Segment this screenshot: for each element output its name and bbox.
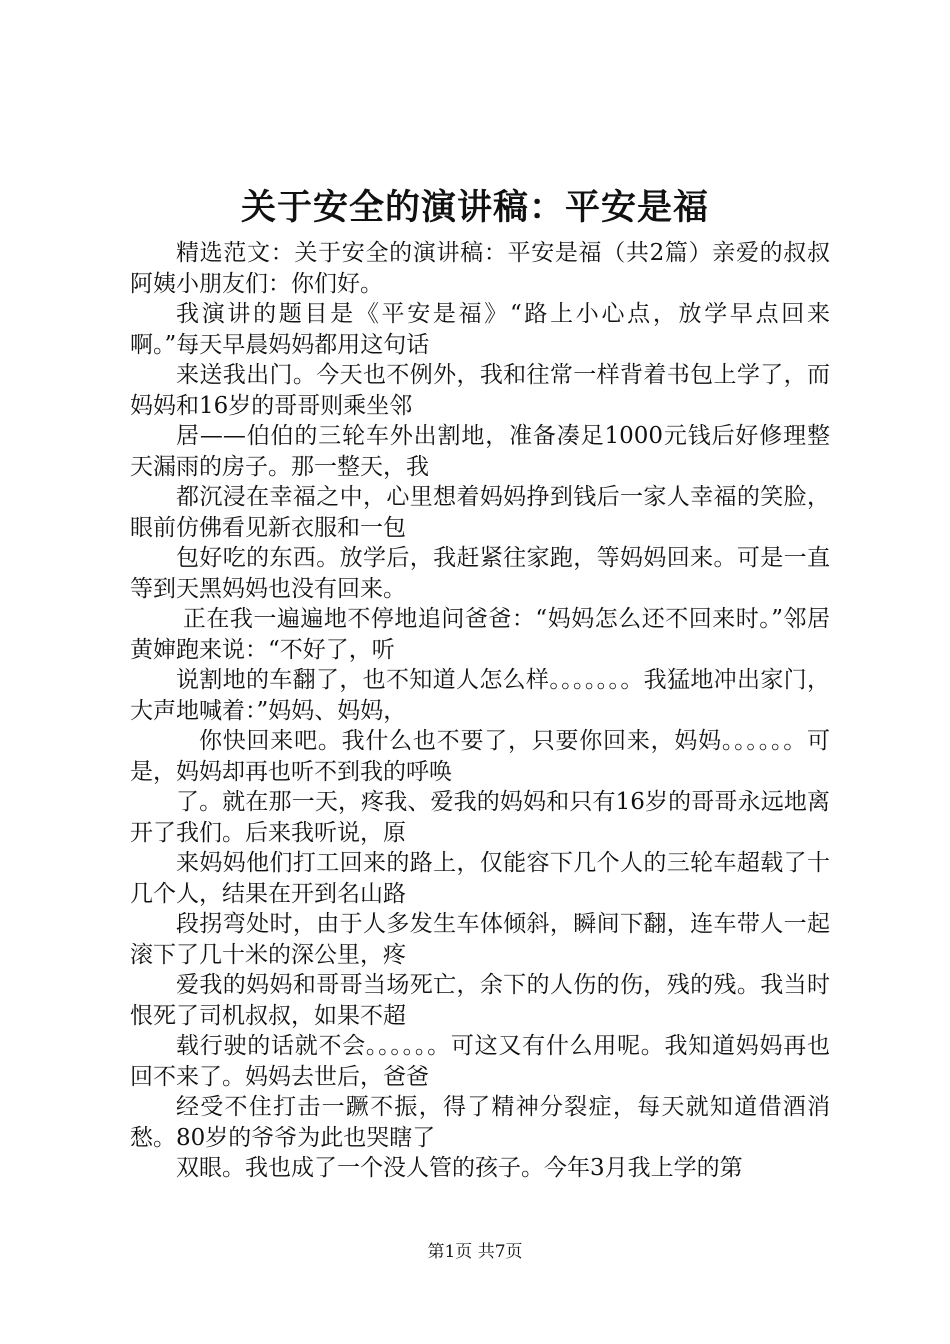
document-title: 关于安全的演讲稿：平安是福 [240, 187, 709, 228]
paragraph: 来妈妈他们打工回来的路上，仅能容下几个人的三轮车超载了十几个人，结果在开到名山路 [130, 850, 830, 907]
paragraph: 包好吃的东西。放学后，我赶紧往家跑，等妈妈回来。可是一直等到天黑妈妈也没有回来。 [130, 545, 830, 602]
paragraph: 正在我一遍遍地不停地追问爸爸：“妈妈怎么还不回来时。”邻居黄婶跑来说：“不好了，听 [130, 606, 830, 663]
paragraph: 来送我出门。今天也不例外，我和往常一样背着书包上学了，而妈妈和16岁的哥哥则乘坐邻 [130, 362, 830, 419]
paragraph: 精选范文：关于安全的演讲稿：平安是福（共2篇）亲爱的叔叔阿姨小朋友们：你们好。 [130, 240, 830, 297]
page-footer: 第1页 共7页 [427, 1242, 523, 1262]
paragraph: 我演讲的题目是《平安是福》“路上小心点，放学早点回来啊。”每天早晨妈妈都用这句话 [130, 301, 830, 358]
paragraph: 载行驶的话就不会。。。。。。可这又有什么用呢。我知道妈妈再也回不来了。妈妈去世后，爸爸 [130, 1033, 830, 1090]
paragraph: 爱我的妈妈和哥哥当场死亡，余下的人伤的伤，残的残。我当时恨死了司机叔叔，如果不超 [130, 972, 830, 1029]
paragraph: 说割地的车翻了，也不知道人怎么样。。。。。。。我猛地冲出家门，大声地喊着：”妈妈、妈妈， [130, 667, 830, 724]
paragraph: 段拐弯处时，由于人多发生车体倾斜，瞬间下翻，连车带人一起滚下了几十米的深公里，疼 [130, 911, 830, 968]
paragraph: 双眼。我也成了一个没人管的孩子。今年3月我上学的第 [176, 1155, 743, 1181]
paragraph: 经受不住打击一蹶不振，得了精神分裂症，每天就知道借酒消愁。80岁的爷爷为此也哭瞎了 [130, 1094, 830, 1151]
document-body [130, 238, 830, 1184]
paragraph: 了。就在那一天，疼我、爱我的妈妈和只有16岁的哥哥永远地离开了我们。后来我听说，原 [130, 789, 830, 846]
paragraph: 你快回来吧。我什么也不要了，只要你回来，妈妈。。。。。。可是，妈妈却再也听不到我的呼唤 [130, 728, 830, 785]
paragraph: 居——伯伯的三轮车外出割地，准备凑足1000元钱后好修理整天漏雨的房子。那一整天，我 [130, 423, 830, 480]
paragraph: 都沉浸在幸福之中，心里想着妈妈挣到钱后一家人幸福的笑脸，眼前仿佛看见新衣服和一包 [130, 484, 830, 541]
